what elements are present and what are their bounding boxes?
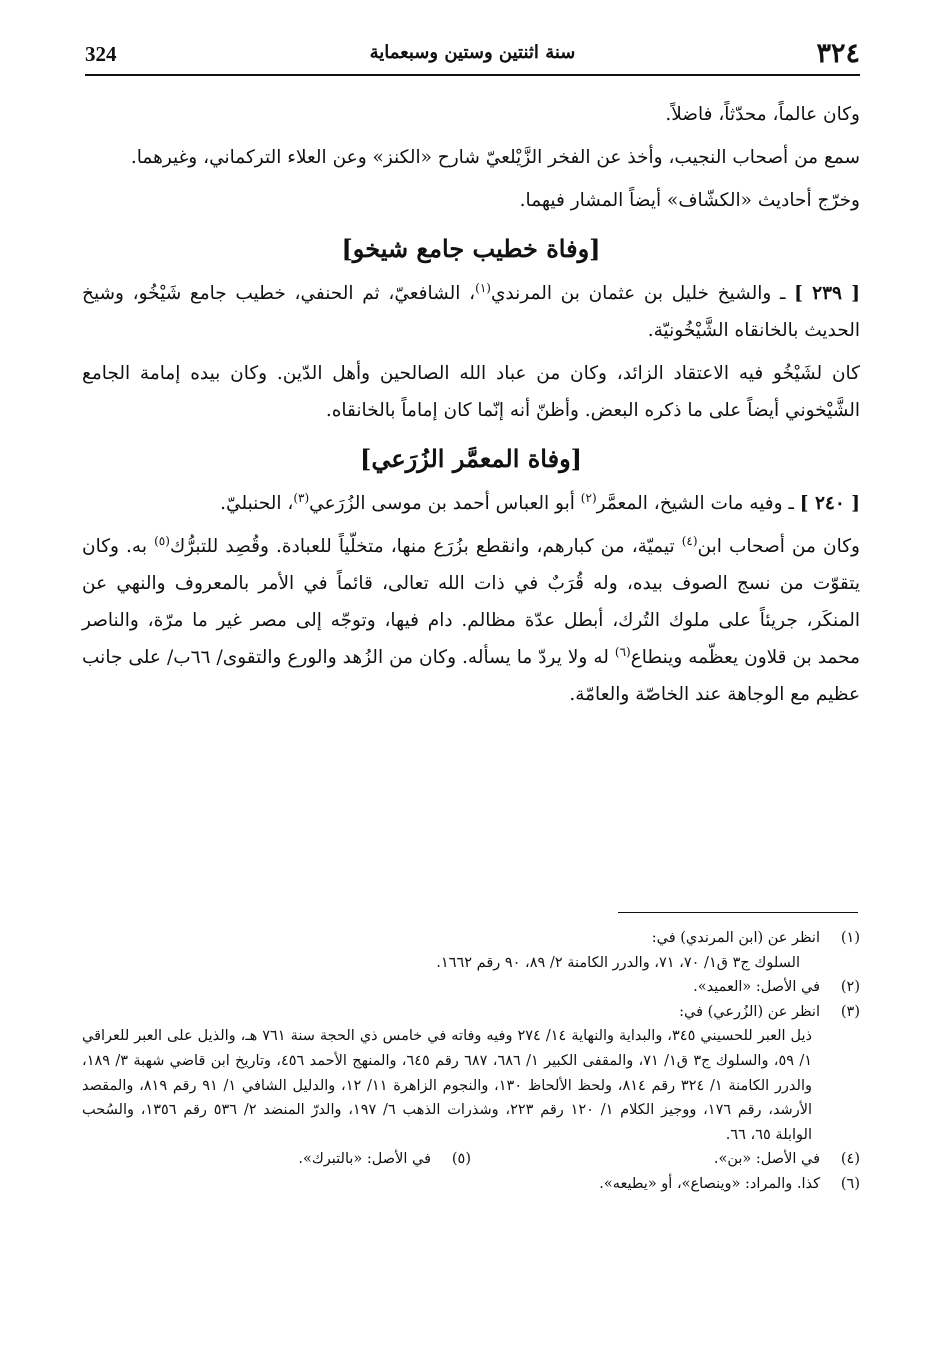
entry-240 [82, 485, 860, 522]
footnote-ref-5[interactable]: (٥) [154, 533, 170, 548]
footnote-number: (١) [840, 930, 860, 946]
footnote-4 [471, 1147, 860, 1172]
footnote-number: (٣) [840, 1003, 860, 1020]
entry-number-240: [ ٢٤٠ ] [799, 493, 860, 514]
footnote-ref-6[interactable]: (٦) [614, 644, 631, 659]
footnote-1-sources: السلوك ج٣ ق١/ ٧٠، ٧١، والدرر الكامنة ٢/ ٨٩، ٩٠ رقم ١٦٦٢. [436, 954, 800, 971]
main-text [82, 96, 860, 719]
footnote-ref-3[interactable]: (٣) [293, 490, 310, 505]
header-rule [85, 74, 860, 76]
entry-239-text-b: ، الشافعيّ، ثم الحنفي، خطيب جامع شَيْخُو، وشيخ الحديث بالخانقاه الشَّيْخُونيّة. [82, 283, 860, 341]
footnote-text: في الأصل: «بالتبرك». [298, 1151, 431, 1168]
footnote-text: في الأصل: «العميد». [693, 979, 820, 996]
running-title: سنة اثنتين وستين وسبعماية [369, 42, 576, 63]
footnote-text: انظر عن (ابن المرندي) في: [651, 930, 820, 946]
footnote-ref-2[interactable]: (٢) [580, 490, 597, 505]
footnote-text: انظر عن (الزُرعي) في: [679, 1003, 820, 1020]
entry-240-text-c: ، الحنبليّ. [220, 493, 294, 514]
paragraph-1: وكان عالماً، محدّثاً، فاضلاً. [665, 104, 860, 125]
paragraph-7-text-d: له ولا يردّ ما يسأله. وكان من الزُهد والورع والتقوى/ ٦٦ب/ على جانب عظيم مع الوجاهة عند الخاصّة والعامّة. [82, 647, 860, 705]
paragraph-7-text-c: به. وكان يتقوّت من نسج الصوف بيده، وله قُرَبٌ في ذات الله تعالى، قائماً في الأمر بالمعروف والنهي عن المنكَر، جريئاً على ملوك التُرك، أبطل عدّة مظالم. دام فيها، وتوجّه إلى مصر غير ما مرّة، والناصر محمد بن قلاون يعظّمه وينطاع [82, 536, 860, 668]
paragraph-7 [82, 528, 860, 713]
footnotes-4-5 [82, 1147, 860, 1172]
footnote-3 [82, 1000, 860, 1025]
entry-239-text-a: ـ والشيخ خليل بن عثمان بن المرندي [490, 283, 786, 304]
entry-239 [82, 275, 860, 349]
footnote-ref-4[interactable]: (٤) [681, 533, 698, 548]
footnote-number: (٥) [451, 1151, 471, 1168]
paragraph-7-text-a: وكان من أصحاب ابن [697, 536, 860, 557]
footnote-text: في الأصل: «بن». [713, 1151, 820, 1168]
entry-240-text-b: أبو العباس أحمد بن موسى الزُرَعي [309, 493, 581, 514]
page-number-arabic: ٣٢٤ [816, 38, 860, 69]
section-heading-1: [وفاة خطيب جامع شيخو] [341, 234, 601, 263]
footnote-text: كذا. والمراد: «وينصاع»، أو «يطيعه». [599, 1175, 820, 1192]
paragraph-5: كان لشَيْخُو فيه الاعتقاد الزائد، وكان من عباد الله الصالحين وأهل الدّين. وكان بيده إمامة الجامع الشَّيْخوني أيضاً على ما ذكره البعض. وأظنّ أنه إنّما كان إماماً بالخانقاه. [82, 363, 860, 421]
footnote-1 [82, 926, 860, 951]
footnote-number: (٤) [840, 1151, 860, 1168]
entry-number-239: [ ٢٣٩ ] [794, 283, 860, 304]
paragraph-2: سمع من أصحاب النجيب، وأخذ عن الفخر الزَّيْلعيّ شارح «الكنز» وعن العلاء التركماني، وغيرهما. [130, 147, 860, 168]
footnote-3-sources: ذيل العبر للحسيني ٣٤٥، والبداية والنهاية ١٤/ ٢٧٤ وفيه وفاته في خامس ذي الحجة سنة ٧٦١ هـ، والذيل على العبر للعراقي ١/ ٥٩، والسلوك ج٣ ق١/ ٧١، والمقفى الكبير ١/ ٦٨٦، ٦٨٧ رقم ٦٤٥، والمنهج الأحمد ٤٥٦، وتاريخ ابن قاضي شهبة ٣/ ١٨٩، والدرر الكامنة ١/ ٣٢٤ رقم ٨١٤، ولحظ الألحاظ ١٣٠، والنجوم الزاهرة ١١/ ١٢، والدليل الشافي ١/ ٩١ رقم ٨١٩، والمقصد الأرشد، رقم ١٧٦، ووجيز الكلام ١/ ١٢٠ رقم ٢٢٣، وشذرات الذهب ٦/ ١٩٧، والدرّ المنضد ٢/ ٥٣٦ رقم ١٣٥٦، والسُحب الوابلة ٦٥، ٦٦. [82, 1028, 813, 1143]
paragraph-3: وخرّج أحاديث «الكشّاف» أيضاً المشار فيهما. [519, 190, 860, 211]
footnote-2 [82, 975, 860, 1000]
footnotes [82, 926, 860, 1197]
footnote-number: (٦) [840, 1175, 860, 1192]
footnote-number: (٢) [840, 979, 860, 996]
section-heading-2: [وفاة المعمَّر الزُرَعي] [359, 444, 583, 473]
paragraph-7-text-b: تيميّة، من كبارهم، وانقطع بزُرَع منها، متخلّياً للعبادة. وقُصِد للتبرُّك [169, 536, 682, 557]
footnote-6 [82, 1172, 860, 1197]
page-number-latin: 324 [85, 42, 117, 66]
page-header [85, 38, 860, 72]
footnote-5 [82, 1147, 471, 1172]
footnote-ref-1[interactable]: (١) [475, 280, 491, 295]
entry-240-text-a: ـ وفيه مات الشيخ، المعمَّر [596, 493, 794, 514]
footnote-separator [618, 912, 858, 913]
